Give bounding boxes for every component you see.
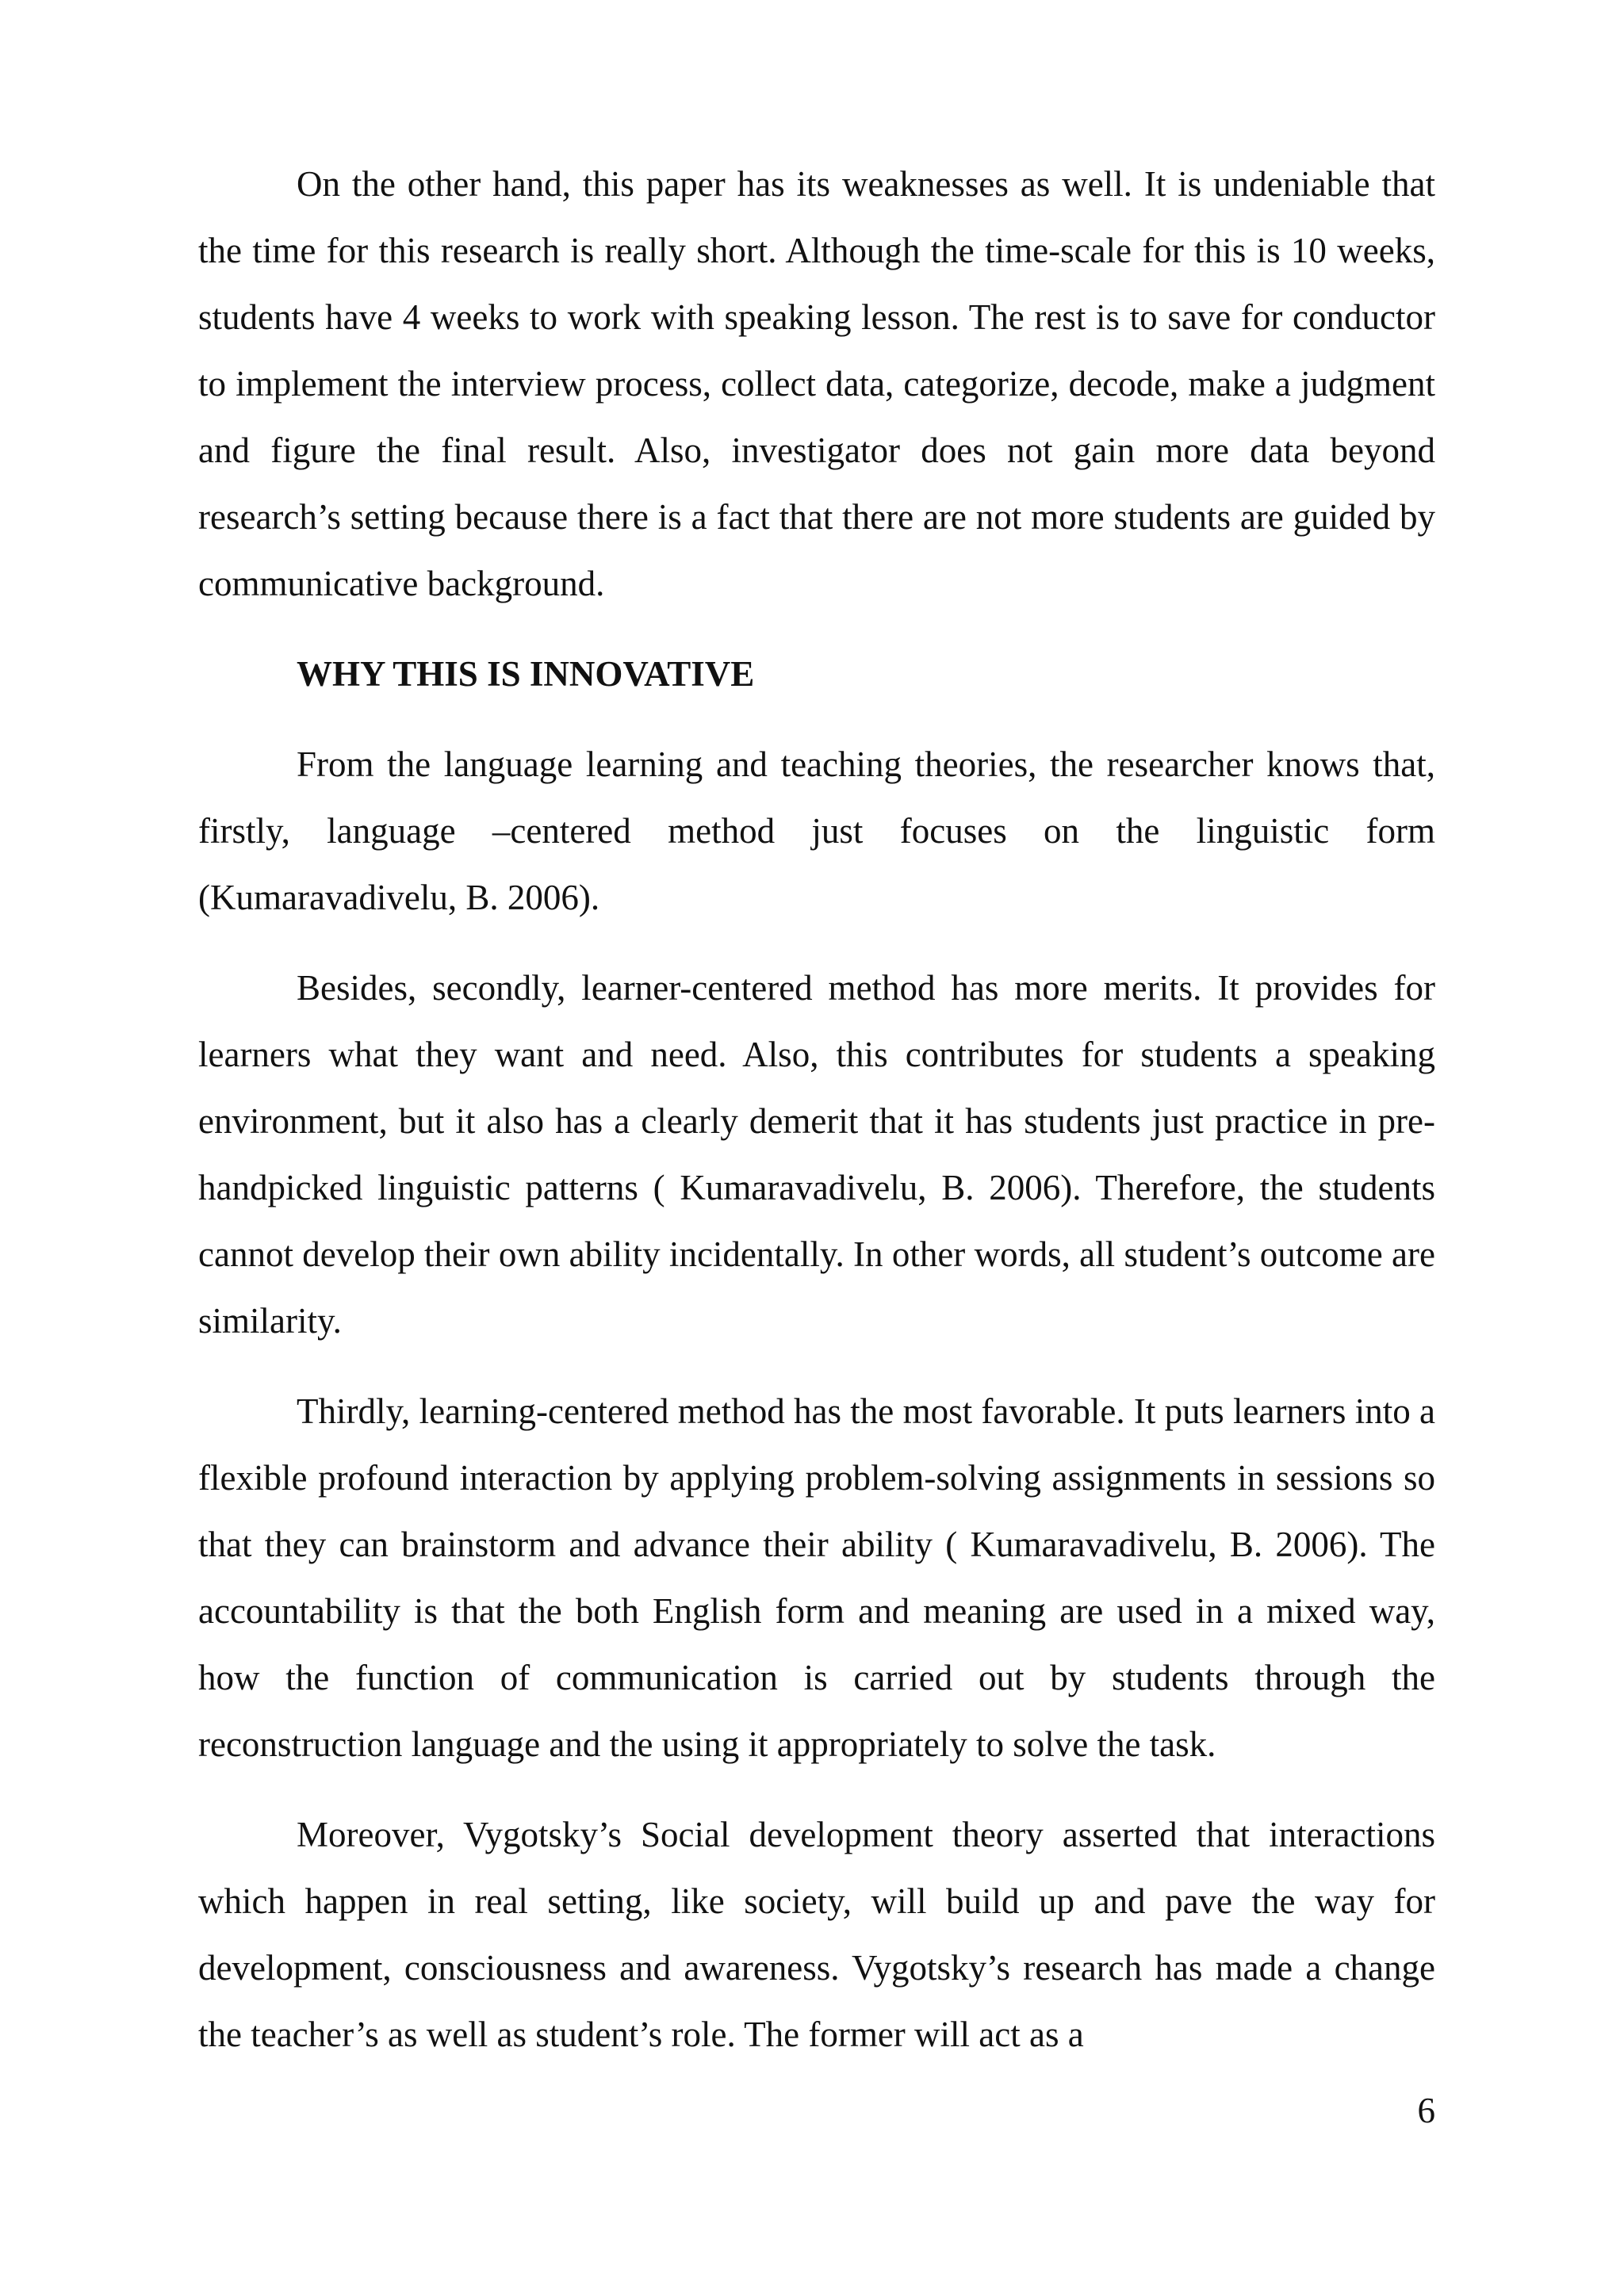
page-number: 6 xyxy=(1417,2091,1435,2130)
section-heading: WHY THIS IS INNOVATIVE xyxy=(297,654,755,694)
paragraph-vygotsky: Moreover, Vygotsky’s Social development theory asserted that interactions which happen in real setting, like society, will build up and pave the way for development, consciousness and awareness. Vygotsky’s research has made a change the teacher’s as well as student’s role. The former will act as a xyxy=(198,1815,1435,2054)
paragraph-weaknesses: On the other hand, this paper has its weaknesses as well. It is undeniable that the time for this research is really short. Although the time-scale for this is 10 weeks, students have 4 weeks to work with speaking lesson. The rest is to save for conductor to implement the interview process, collect data, categorize, decode, make a judgment and figure the final result. Also, investigator does not gain more data beyond research’s setting because there is a fact that there are not more students are guided by communicative background. xyxy=(198,164,1435,603)
document-page xyxy=(198,151,1435,2091)
paragraph-learning-centered: Thirdly, learning-centered method has the most favorable. It puts learners into a flexible profound interaction by applying problem-solving assignments in sessions so that they can brainstorm and advance their ability ( Kumaravadivelu, B. 2006). The accountability is that the both English form and meaning are used in a mixed way, how the function of communication is carried out by students through the reconstruction language and the using it appropriately to solve the task. xyxy=(198,1391,1435,1764)
paragraph-learner-centered: Besides, secondly, learner-centered method has more merits. It provides for learners what they want and need. Also, this contributes for students a speaking environment, but it also has a clearly demerit that it has students just practice in pre-handpicked linguistic patterns ( Kumaravadivelu, B. 2006). Therefore, the students cannot develop their own ability incidentally. In other words, all student’s outcome are similarity. xyxy=(198,968,1435,1341)
paragraph-language-centered: From the language learning and teaching theories, the researcher knows that, firstly, language –centered method just focuses on the linguistic form (Kumaravadivelu, B. 2006). xyxy=(198,744,1435,917)
